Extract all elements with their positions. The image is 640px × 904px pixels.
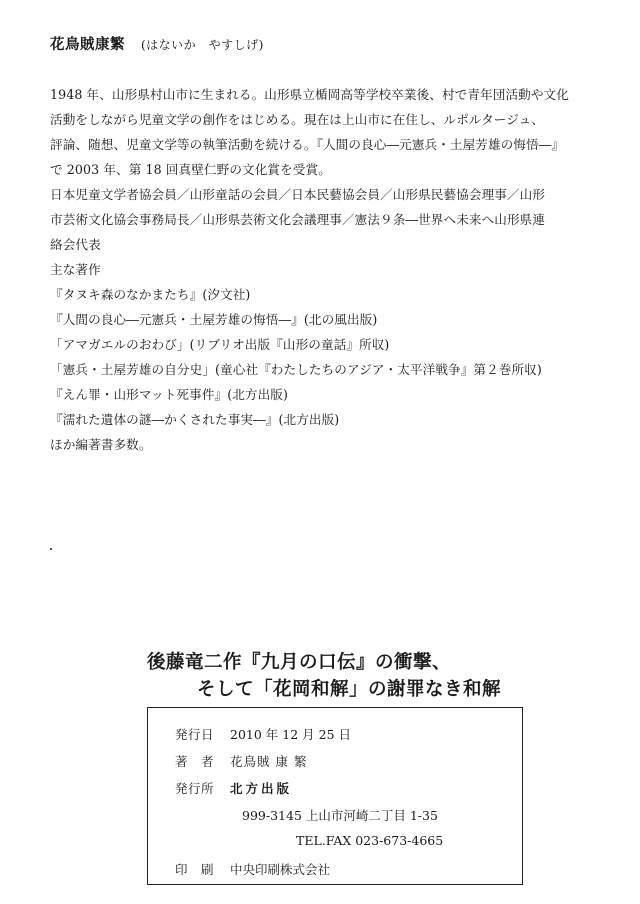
bio-line: 1948 年、山形県村山市に生まれる。山形県立楯岡高等学校卒業後、村で青年団活動や文化 <box>50 87 569 102</box>
work-item: 『えん罪・山形マット死事件』(北方出版) <box>50 387 289 402</box>
publisher-value: 北方出版 <box>230 781 293 796</box>
author-reading: (はないか やすしげ) <box>141 38 264 52</box>
bio-line: 日本児童文学者協会員／山形童話の会員／日本民藝協会員／山形県民藝協会理事／山形 <box>50 187 546 202</box>
printer-label: 印 刷 <box>175 862 215 877</box>
author-name: 花鳥賊康繁 <box>50 37 125 53</box>
publisher-label: 発行所 <box>175 781 215 796</box>
page-speck <box>50 548 52 550</box>
bio-line: 市芸術文化協会事務局長／山形県芸術文化会議理事／憲法９条―世界へ未来へ山形県連 <box>50 212 546 227</box>
work-item: 『人間の良心―元憲兵・土屋芳雄の悔悟―』(北の風出版) <box>50 312 378 327</box>
issue-date-label: 発行日 <box>175 727 215 742</box>
colophon-box <box>147 707 523 885</box>
author-value: 花鳥賊 康 繁 <box>230 754 308 769</box>
publisher-address: 999-3145 上山市河崎二丁目 1-35 <box>242 808 438 823</box>
work-item: 「憲兵・土屋芳雄の自分史」(童心社『わたしたちのアジア・太平洋戦争』第２巻所収) <box>50 362 542 377</box>
bio-line: 評論、随想、児童文学等の執筆活動を続ける。『人間の良心―元憲兵・土屋芳雄の悔悟―』 <box>50 137 565 152</box>
bio-closing: ほか編著書多数。 <box>50 437 152 452</box>
bio-line: で 2003 年、第 18 回真壁仁野の文化賞を受賞。 <box>50 162 331 177</box>
bio-line: 活動をしながら児童文学の創作をはじめる。現在は上山市に在住し、ルポルタージュ、 <box>50 112 545 127</box>
publisher-tel-fax: TEL.FAX 023-673-4665 <box>296 833 444 848</box>
work-item: 「アマガエルのおわび」(リブリオ出版『山形の童話』所収) <box>50 337 390 352</box>
work-item: 『タヌキ森のなかまたち』(汐文社) <box>50 287 251 302</box>
book-title-line1: 後藤竜二作『九月の口伝』の衝撃、 <box>147 652 452 673</box>
printer-value: 中央印刷株式会社 <box>230 862 331 877</box>
bio-line: 絡会代表 <box>50 237 101 252</box>
issue-date-value: 2010 年 12 月 25 日 <box>230 727 351 742</box>
works-heading: 主な著作 <box>50 262 101 277</box>
book-title-line2: そして「花岡和解」の謝罪なき和解 <box>197 679 502 700</box>
author-label: 著 者 <box>175 754 215 769</box>
work-item: 『濡れた遺体の謎―かくされた事実―』(北方出版) <box>50 412 340 427</box>
